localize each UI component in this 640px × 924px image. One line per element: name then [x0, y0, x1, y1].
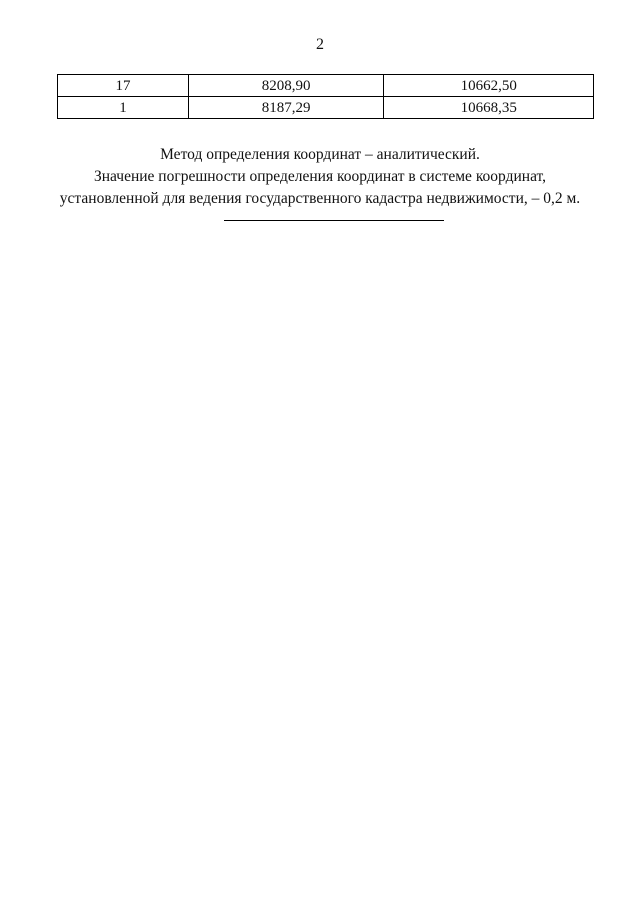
method-note: Метод определения координат – аналитический.: [160, 146, 480, 163]
x-coordinate-cell: 8208,90: [188, 75, 384, 97]
y-coordinate-cell: 10668,35: [384, 97, 594, 119]
accuracy-note-line-2: установленной для ведения государственного кадастра недвижимости, – 0,2 м.: [59, 190, 581, 207]
x-coordinate-cell: 8187,29: [188, 97, 384, 119]
y-coordinate-cell: 10662,50: [384, 75, 594, 97]
accuracy-note-line-1: Значение погрешности определения координат в системе координат,: [93, 168, 547, 185]
page-number: 2: [316, 36, 324, 53]
notes-block: [0, 144, 640, 210]
coordinates-table: [57, 74, 594, 119]
point-number-cell: 17: [58, 75, 189, 97]
closing-divider: [224, 220, 444, 221]
table-row: [58, 97, 594, 119]
table-row: [58, 75, 594, 97]
point-number-cell: 1: [58, 97, 189, 119]
